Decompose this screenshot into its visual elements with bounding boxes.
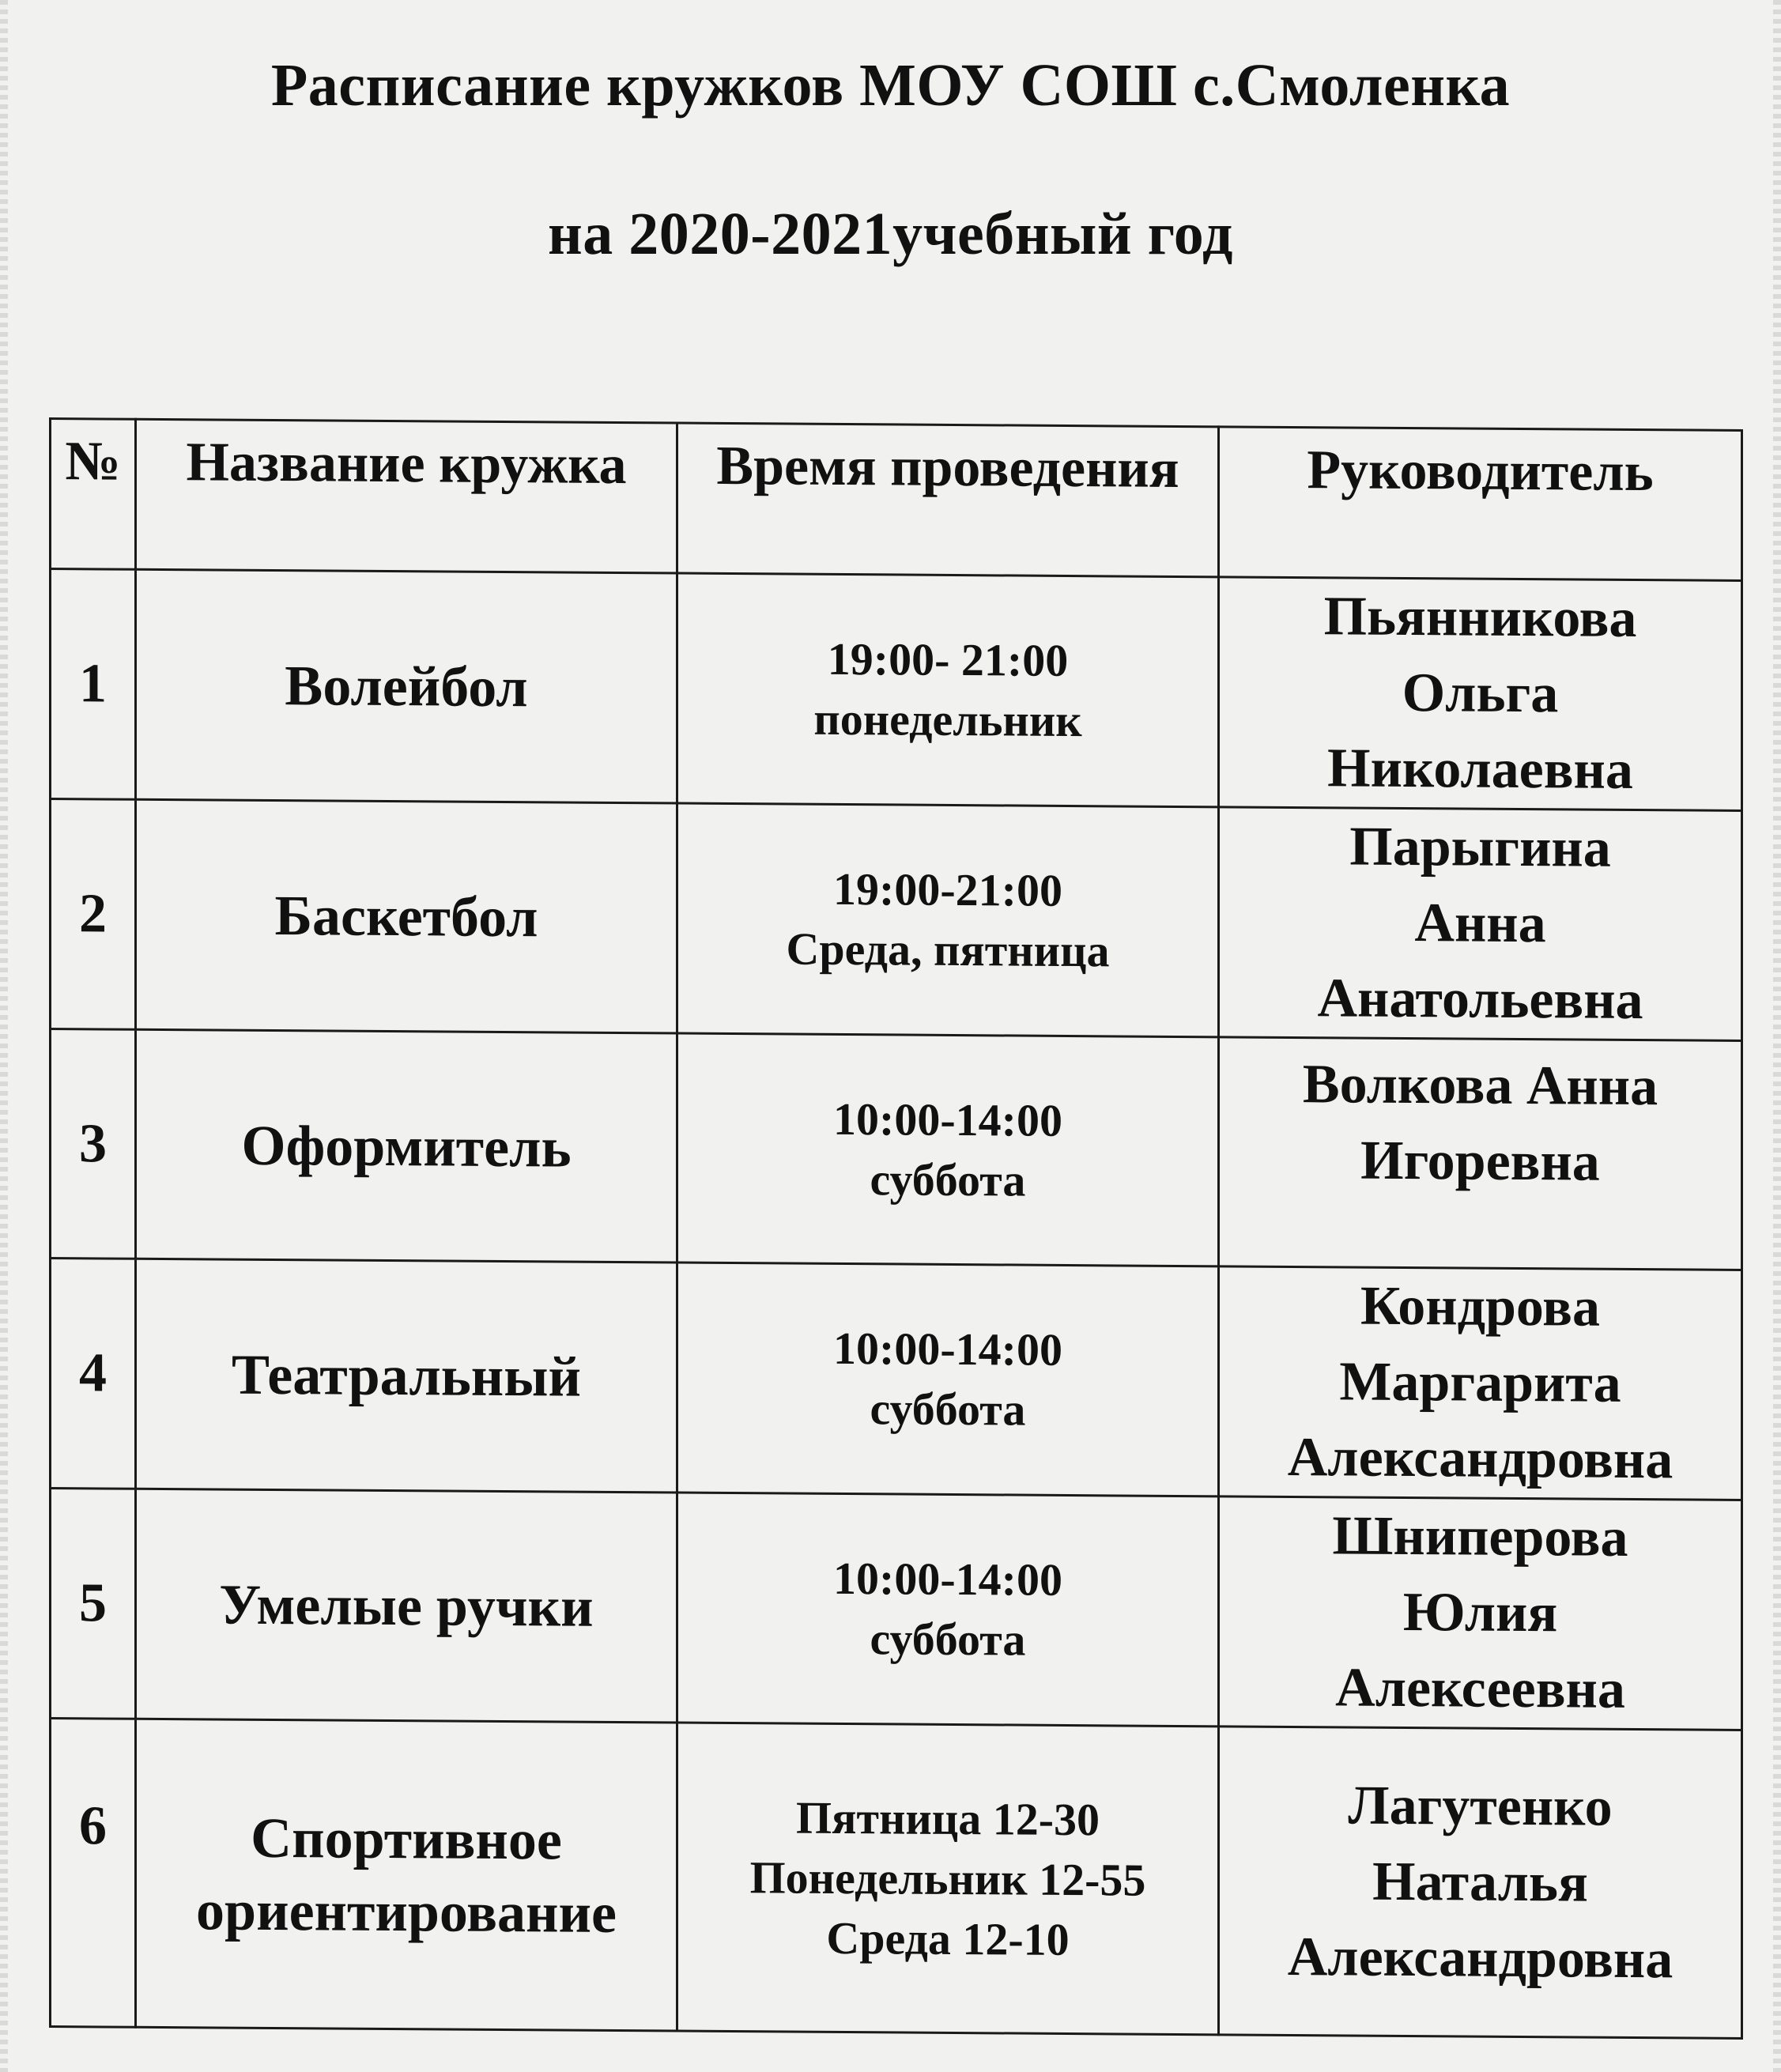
leader-line: Игоревна (1360, 1130, 1600, 1193)
club-name: Спортивное ориентирование (136, 1719, 677, 2031)
club-leader (1219, 1266, 1742, 1500)
row-number: 6 (51, 1719, 136, 2028)
time-line: Пятница 12-30 (795, 1791, 1100, 1845)
club-name: Оформитель (136, 1029, 677, 1262)
row-number: 4 (51, 1259, 136, 1489)
table-row (51, 569, 1742, 811)
leader-line: Маргарита (1339, 1351, 1621, 1414)
leader-line: Наталья (1372, 1851, 1588, 1914)
leader-line: Парыгина (1349, 816, 1611, 879)
table-row (51, 1029, 1742, 1270)
club-leader (1219, 807, 1742, 1041)
header-leader: Руководитель (1219, 427, 1742, 581)
club-name: Волейбол (136, 569, 677, 803)
time-line: 10:00-14:00 (833, 1093, 1062, 1146)
club-leader (1219, 577, 1742, 811)
club-leader (1219, 1727, 1742, 2039)
club-time (677, 1262, 1219, 1496)
table-header-row (51, 419, 1742, 581)
club-time (677, 1723, 1219, 2035)
time-line: Среда, пятница (786, 923, 1110, 977)
time-line: Среда 12-10 (826, 1912, 1070, 1965)
club-time (677, 803, 1219, 1037)
club-time (677, 1493, 1219, 1727)
time-line: суббота (870, 1153, 1026, 1206)
row-number: 5 (51, 1489, 136, 1719)
leader-line: Анна (1414, 893, 1546, 955)
table-row (51, 1719, 1742, 2039)
time-line: суббота (870, 1383, 1026, 1436)
schedule-table (49, 417, 1743, 2040)
header-time: Время проведения (677, 423, 1219, 577)
header-number: № (51, 419, 136, 570)
time-line: 10:00-14:00 (833, 1552, 1062, 1606)
club-name: Баскетбол (136, 799, 677, 1033)
row-number: 1 (51, 569, 136, 800)
leader-line: Волкова Анна (1302, 1054, 1658, 1118)
row-number: 3 (51, 1029, 136, 1259)
table-row (51, 1259, 1742, 1500)
leader-line: Алексеевна (1335, 1657, 1625, 1720)
table-row (51, 799, 1742, 1041)
leader-line: Пьянникова (1323, 586, 1637, 650)
leader-line: Ольга (1402, 662, 1559, 725)
club-name: Театральный (136, 1259, 677, 1493)
club-time (677, 1033, 1219, 1266)
leader-line: Александровна (1287, 1926, 1673, 1990)
leader-line: Кондрова (1360, 1275, 1600, 1338)
scan-edge-right (1773, 0, 1781, 2072)
club-time (677, 573, 1219, 807)
leader-line: Николаевна (1327, 738, 1633, 801)
row-number: 2 (51, 799, 136, 1030)
scan-edge-left (0, 0, 8, 2072)
leader-line: Лагутенко (1348, 1774, 1613, 1838)
club-name: Умелые ручки (136, 1489, 677, 1723)
document-title: Расписание кружков МОУ СОШ с.Смоленка (270, 52, 1511, 119)
leader-line: Александровна (1287, 1426, 1673, 1491)
leader-line: Шниперова (1332, 1505, 1628, 1568)
time-line: Понедельник 12-55 (749, 1851, 1146, 1906)
time-line: 19:00- 21:00 (827, 632, 1069, 687)
table-row (51, 1489, 1742, 1730)
header-name: Название кружка (136, 419, 677, 573)
club-leader (1219, 1037, 1742, 1270)
time-line: 19:00-21:00 (833, 862, 1062, 916)
leader-line: Анатольевна (1317, 968, 1643, 1032)
time-line: понедельник (813, 693, 1082, 747)
time-line: суббота (870, 1613, 1026, 1666)
time-line: 10:00-14:00 (833, 1322, 1062, 1376)
leader-line: Юлия (1402, 1581, 1558, 1644)
club-leader (1219, 1496, 1742, 1730)
document-subtitle: на 2020-2021учебный год (548, 201, 1233, 267)
